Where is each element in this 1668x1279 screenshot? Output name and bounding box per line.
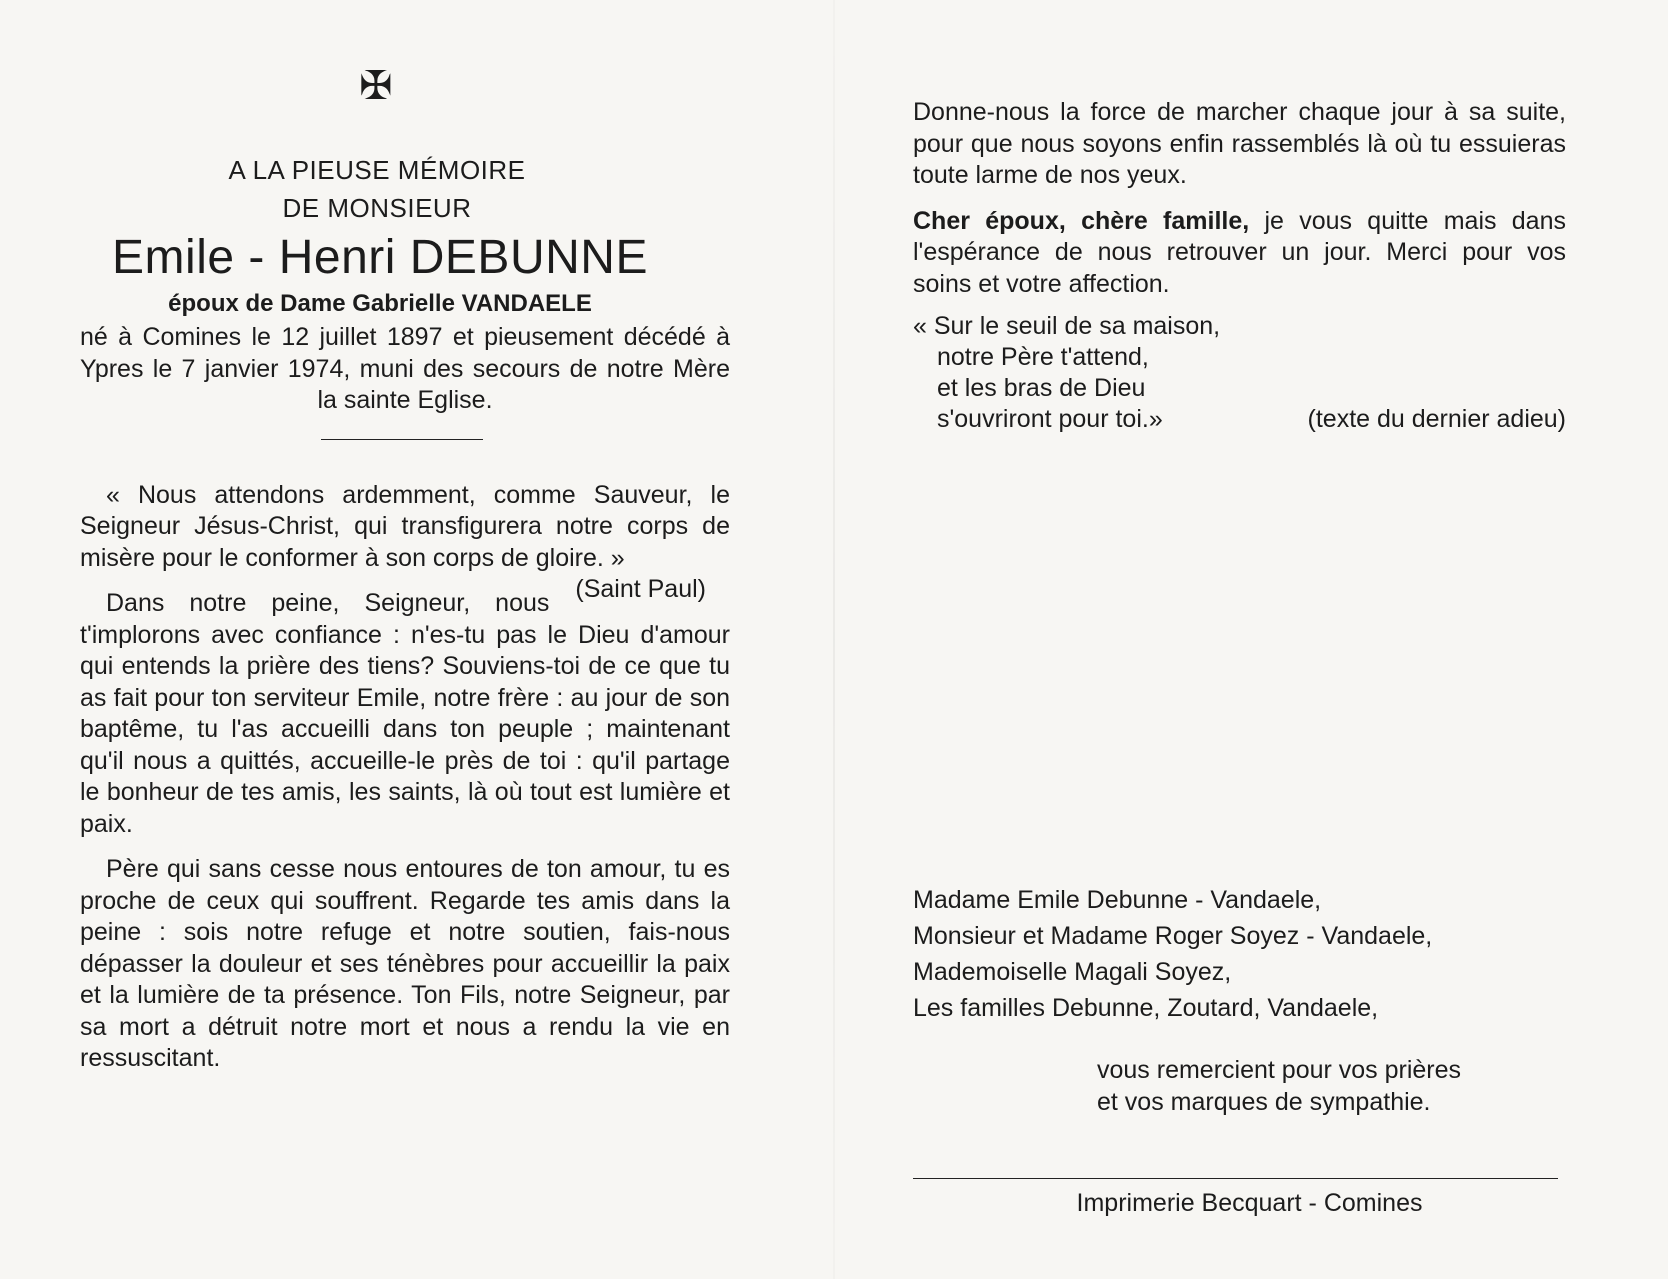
- poem-line-4: s'ouvriront pour toi.»: [937, 405, 1163, 433]
- poem-line-2: notre Père t'attend,: [937, 343, 1149, 371]
- right-panel: [913, 97, 1566, 435]
- scripture-quote: [80, 480, 730, 603]
- family-line-2: Monsieur et Madame Roger Soyez - Vandaele,: [913, 922, 1433, 950]
- birth-death-text: né à Comines le 12 juillet 1897 et pieusement décédé à Ypres le 7 janvier 1974, muni des secours de notre Mère la sainte Eglise.: [80, 323, 730, 414]
- poem-line-4-row: [913, 404, 1566, 435]
- divider-long: [913, 1178, 1558, 1179]
- family-line-3: Mademoiselle Magali Soyez,: [913, 958, 1232, 986]
- poem-note: (texte du dernier adieu): [1307, 405, 1566, 433]
- memoire-line-2: DE MONSIEUR: [282, 193, 472, 223]
- quote-text: « Nous attendons ardemment, comme Sauveur, le Seigneur Jésus-Christ, qui transfigurera notre corps de misère pour le conformer à son corps de gloire. »: [80, 480, 730, 572]
- prayer-paragraph-3: Donne-nous la force de marcher chaque jour à sa suite, pour que nous soyons enfin rassemblés là où tu essuieras toute larme de nos yeux.: [913, 98, 1566, 189]
- left-panel: [80, 63, 730, 1075]
- prayer-paragraph-2: Père qui sans cesse nous entoures de ton amour, tu es proche de ceux qui souffrent. Regarde tes amis dans la peine : sois notre refuge et notre soutien, fais-nous dépasser la douleur et ses ténèbres pour accueillir la paix et la lumière de ta présence. Ton Fils, notre Seigneur, par sa mort a détruit notre mort et nous a rendu la vie en ressuscitant.: [80, 855, 730, 1072]
- family-list: [913, 882, 1553, 1026]
- spouse-line: époux de Dame Gabrielle VANDAELE: [168, 290, 592, 317]
- poem: [913, 311, 1566, 435]
- family-line-1: Madame Emile Debunne - Vandaele,: [913, 886, 1322, 914]
- farewell-paragraph: [913, 206, 1566, 301]
- prayer-paragraph-1: Dans notre peine, Seigneur, nous t'implorons avec confiance : n'es-tu pas le Dieu d'amour qui entends la prière des tiens? Souviens-toi de ce que tu as fait pour ton serviteur Emile, notre frère : au jour de son baptême, tu l'as accueilli dans ton peuple ; maintenant qu'il nous a quittés, accueille-le près de toi : qu'il partage le bonheur de tes amis, les saints, là où tout est lumière et paix.: [80, 589, 730, 838]
- memoire-heading: [52, 151, 702, 227]
- poem-line-3: et les bras de Dieu: [937, 374, 1146, 402]
- farewell-rest: je vous quitte mais dans l'espérance de nous retrouver un jour. Merci pour vos soins et votre affection.: [913, 206, 1566, 298]
- farewell-bold: Cher époux, chère famille,: [913, 206, 1250, 235]
- cross-icon: ✠: [359, 63, 393, 109]
- quote-source: (Saint Paul): [575, 575, 706, 603]
- poem-line-1: « Sur le seuil de sa maison,: [913, 312, 1221, 340]
- memoire-line-1: A LA PIEUSE MÉMOIRE: [228, 155, 526, 185]
- thanks-line-2: et vos marques de sympathie.: [1097, 1087, 1431, 1116]
- thanks-text: [1097, 1055, 1567, 1118]
- deceased-name: Emile - Henri DEBUNNE: [112, 231, 648, 284]
- printer-credit: Imprimerie Becquart - Comines: [1076, 1189, 1423, 1217]
- thanks-line-1: vous remercient pour vos prières: [1097, 1056, 1462, 1084]
- card-fold: [833, 0, 835, 1279]
- family-line-4: Les familles Debunne, Zoutard, Vandaele,: [913, 994, 1379, 1022]
- divider-short: [321, 439, 483, 440]
